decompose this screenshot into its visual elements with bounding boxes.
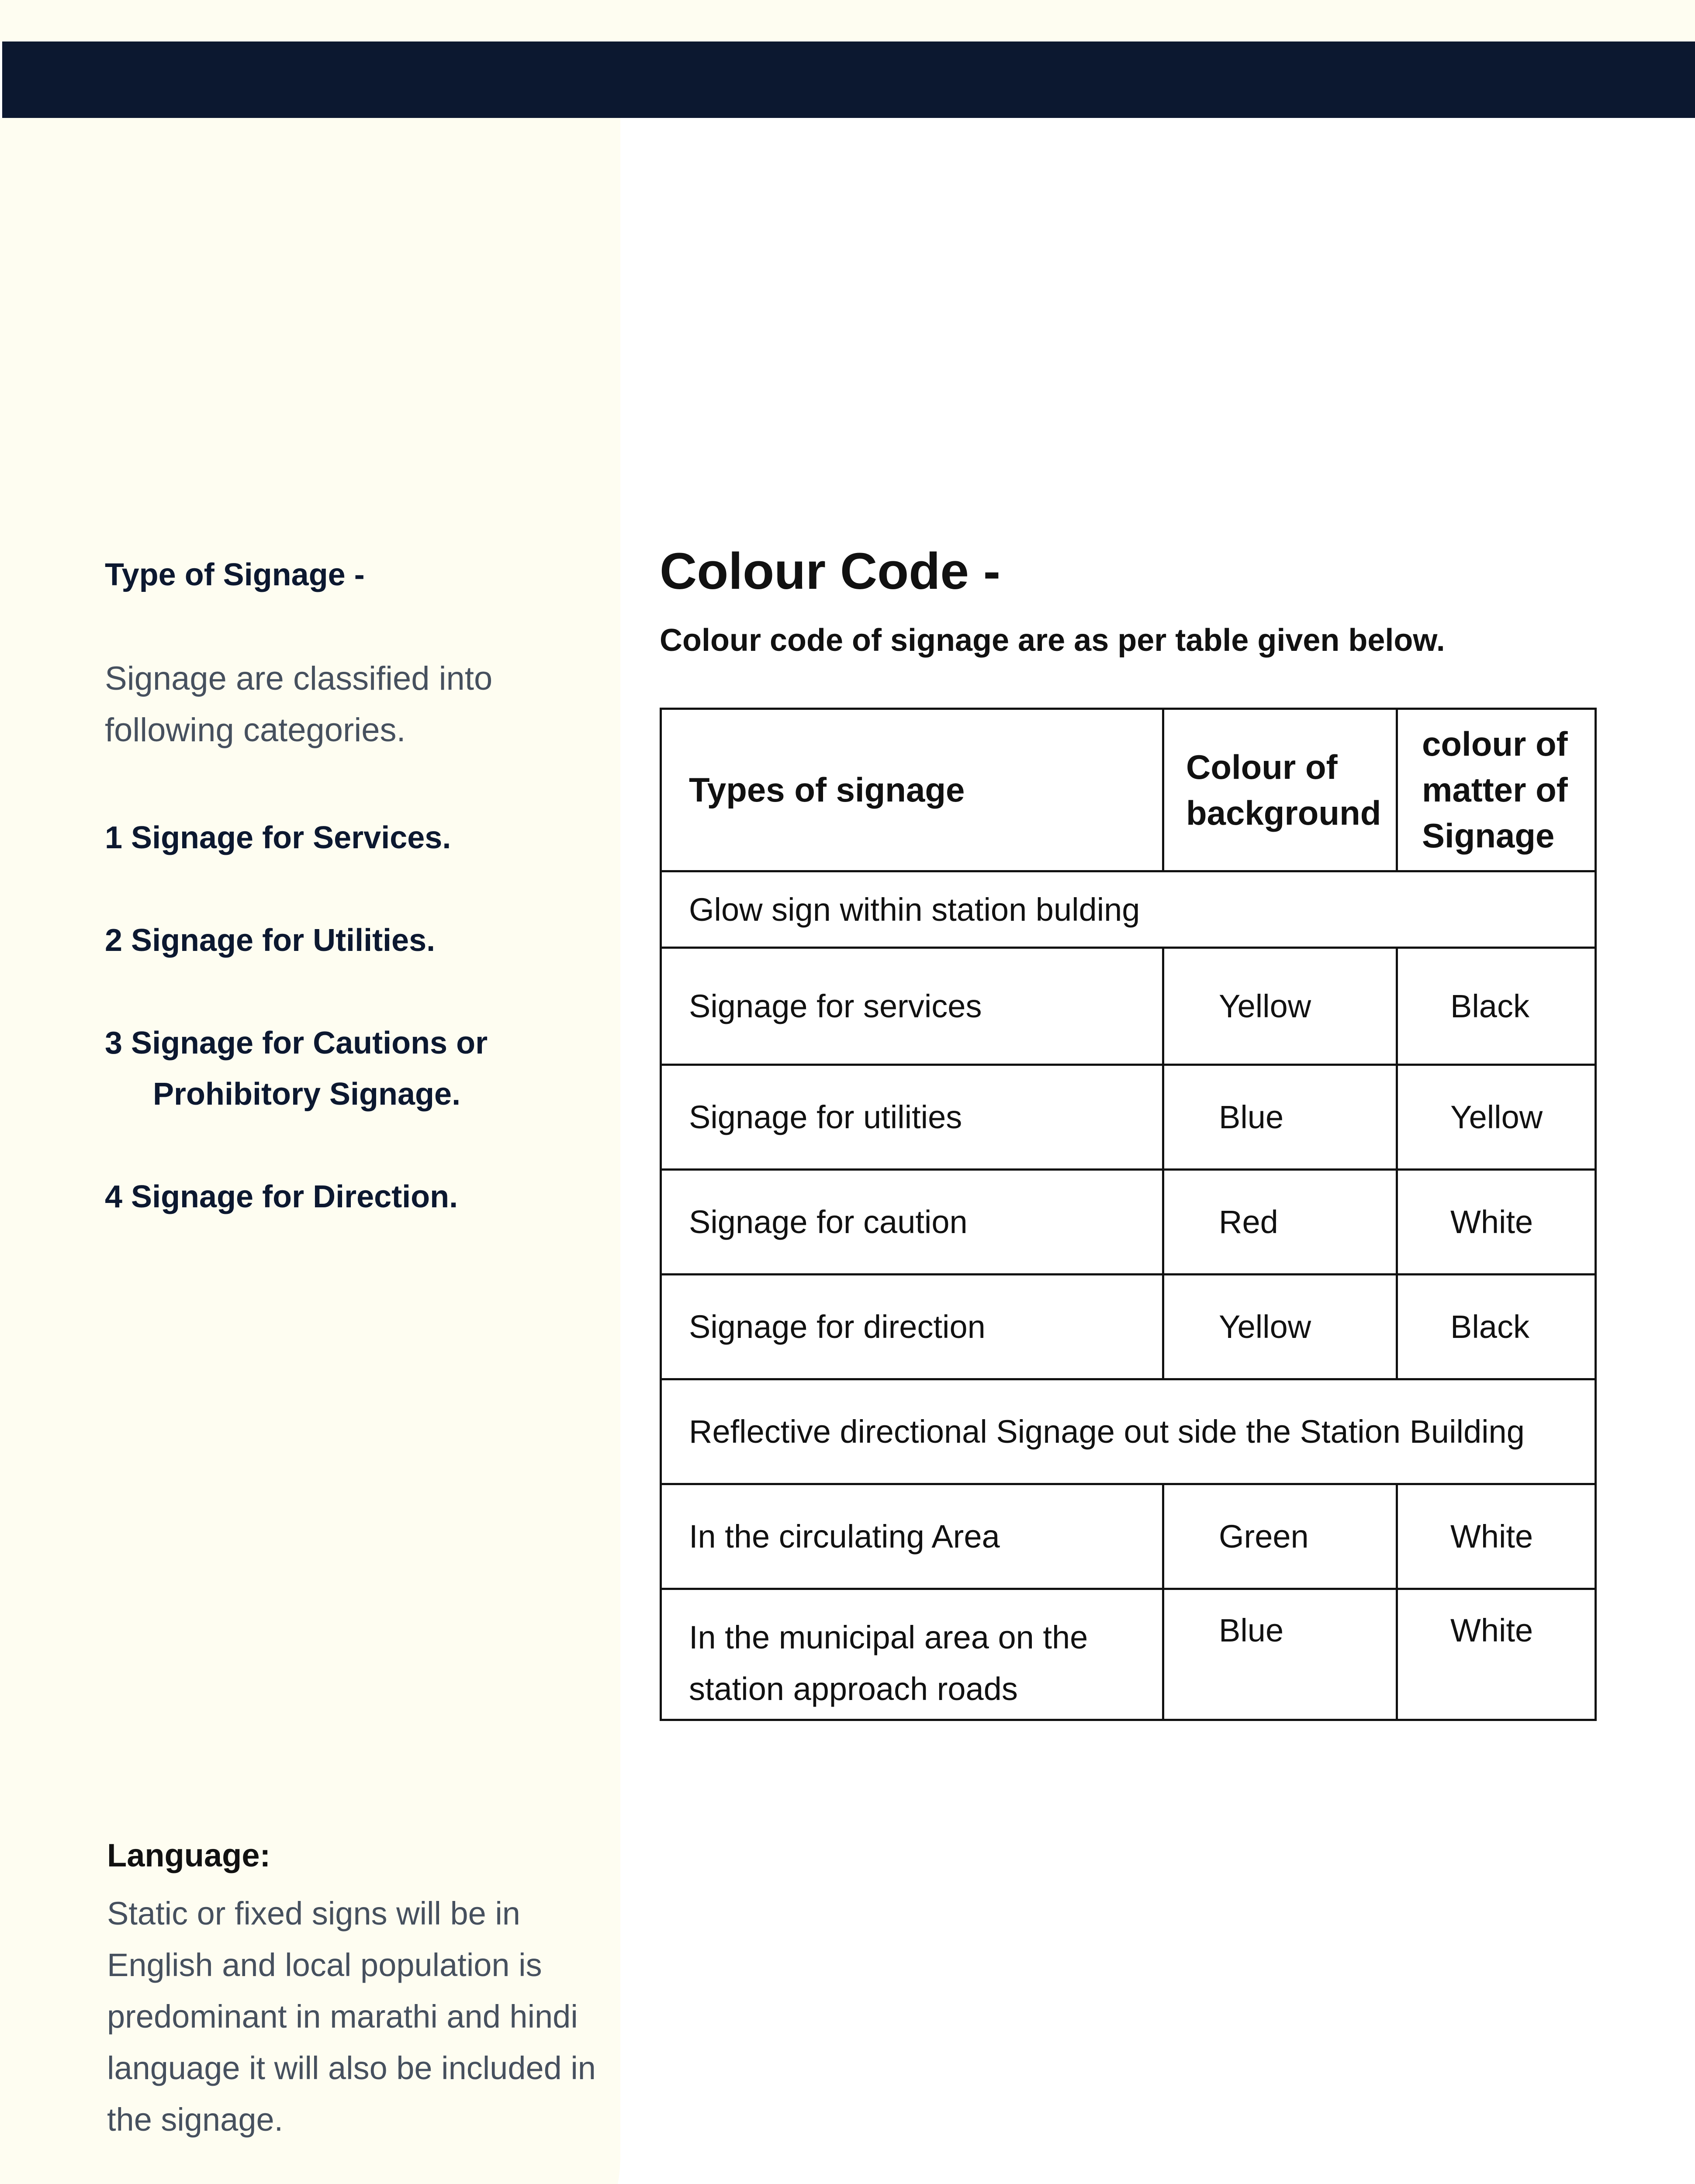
type-of-signage-heading: Type of Signage - xyxy=(105,557,365,592)
table-row xyxy=(661,1484,1596,1589)
cell-type: In the municipal area on the station approach roads xyxy=(661,1589,1163,1720)
cell-matter: Black xyxy=(1397,948,1596,1065)
section-glow-sign: Glow sign within station bulding xyxy=(661,871,1596,948)
cell-type: Signage for services xyxy=(661,948,1163,1065)
cell-type: Signage for direction xyxy=(661,1275,1163,1379)
table-section-row xyxy=(661,1379,1596,1484)
header-colour-of-matter: colour of matter of Signage xyxy=(1397,709,1596,871)
signage-category-list xyxy=(105,812,585,1274)
section-reflective-signage: Reflective directional Signage out side the Station Building xyxy=(661,1379,1596,1484)
header-bar xyxy=(2,41,1695,118)
cell-matter: Yellow xyxy=(1397,1065,1596,1170)
cell-background: Yellow xyxy=(1163,1275,1397,1379)
category-item xyxy=(105,812,585,864)
cell-background: Blue xyxy=(1163,1065,1397,1170)
category-label: 3 Signage for Cautions or xyxy=(105,1026,488,1061)
table-section-row xyxy=(661,871,1596,948)
table-header-row xyxy=(661,709,1596,871)
header-colour-of-background: Colour of background xyxy=(1163,709,1397,871)
cell-background: Red xyxy=(1163,1170,1397,1275)
table-row xyxy=(661,1589,1596,1720)
table-row xyxy=(661,1275,1596,1379)
table-row xyxy=(661,1065,1596,1170)
cell-matter: White xyxy=(1397,1484,1596,1589)
colour-code-subtitle: Colour code of signage are as per table given below. xyxy=(660,623,1445,658)
category-label: 1 Signage for Services. xyxy=(105,820,451,855)
category-label-continued: Prohibitory Signage. xyxy=(153,1077,461,1112)
table-row xyxy=(661,948,1596,1065)
category-label: 2 Signage for Utilities. xyxy=(105,923,436,958)
cell-background: Green xyxy=(1163,1484,1397,1589)
cell-type: Signage for utilities xyxy=(661,1065,1163,1170)
language-heading: Language: xyxy=(107,1837,271,1873)
cell-type: In the circulating Area xyxy=(661,1484,1163,1589)
type-of-signage-intro: Signage are classified into following categories. xyxy=(105,660,493,749)
cell-matter: White xyxy=(1397,1589,1596,1720)
colour-code-table xyxy=(660,708,1597,1721)
cell-background: Yellow xyxy=(1163,948,1397,1065)
table-row xyxy=(661,1170,1596,1275)
colour-code-title: Colour Code - xyxy=(660,543,1001,600)
category-item xyxy=(105,915,585,966)
cell-matter: Black xyxy=(1397,1275,1596,1379)
language-body: Static or fixed signs will be in English and local population is predominant in marathi and hindi language it will also be included in the signage. xyxy=(107,1895,596,2138)
cell-background: Blue xyxy=(1163,1589,1397,1720)
category-item xyxy=(105,1018,585,1120)
header-types-of-signage: Types of signage xyxy=(661,709,1163,871)
top-margin xyxy=(0,0,1695,41)
cell-matter: White xyxy=(1397,1170,1596,1275)
cell-type: Signage for caution xyxy=(661,1170,1163,1275)
category-label: 4 Signage for Direction. xyxy=(105,1179,458,1214)
category-item xyxy=(105,1171,585,1223)
